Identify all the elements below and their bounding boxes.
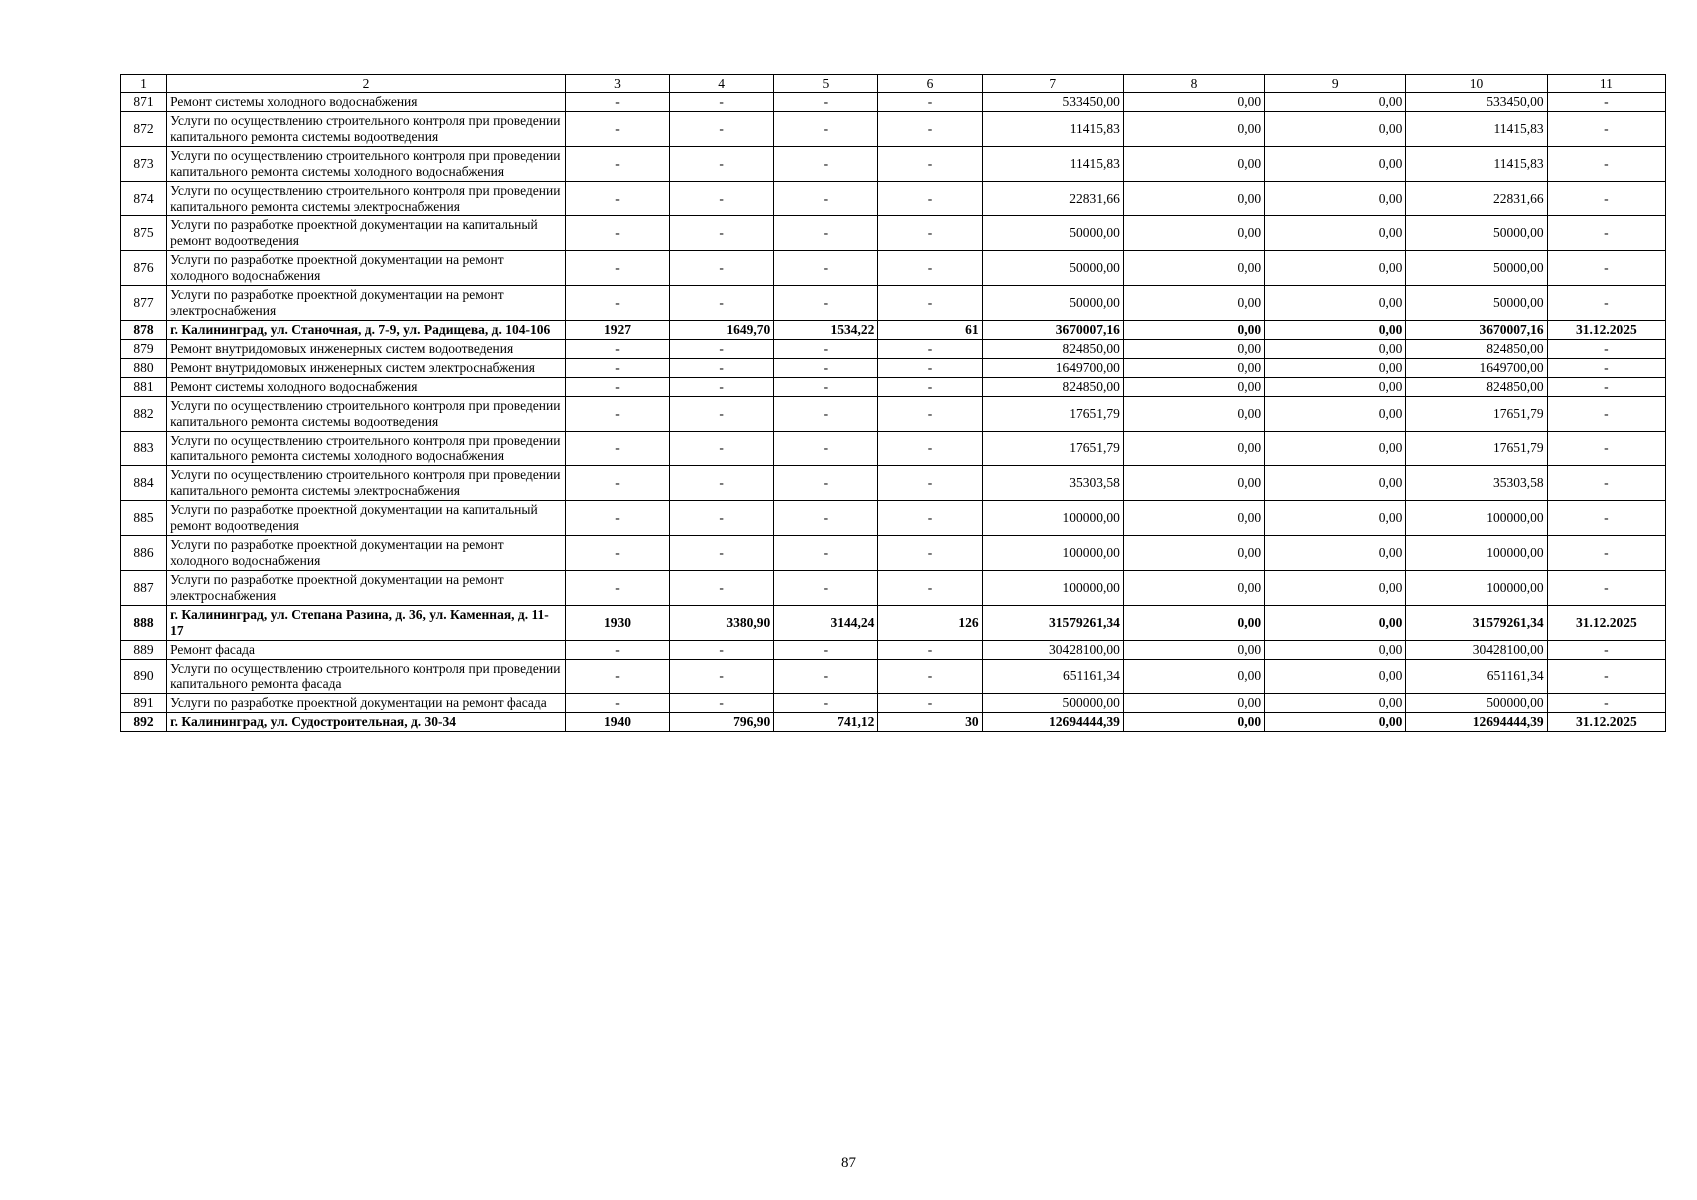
header-cell: 6 [878, 75, 982, 93]
table-row [121, 431, 1666, 466]
cell-col-9: 0,00 [1265, 640, 1406, 659]
cell-col-5: - [774, 694, 878, 713]
cell-col-8: 0,00 [1123, 286, 1264, 321]
header-cell: 5 [774, 75, 878, 93]
cell-col-10: 100000,00 [1406, 501, 1547, 536]
cell-col-8: 0,00 [1123, 501, 1264, 536]
cell-col-5: - [774, 93, 878, 112]
cell-col-9: 0,00 [1265, 320, 1406, 339]
cell-col-6: - [878, 339, 982, 358]
cell-col-4: 1649,70 [670, 320, 774, 339]
cell-col-4: - [670, 251, 774, 286]
cell-col-10: 30428100,00 [1406, 640, 1547, 659]
table-row [121, 339, 1666, 358]
table-row [121, 713, 1666, 732]
table-row [121, 181, 1666, 216]
cell-col-3: - [565, 181, 669, 216]
cell-col-6: - [878, 640, 982, 659]
cell-col-3: - [565, 216, 669, 251]
cell-col-11: 31.12.2025 [1547, 713, 1665, 732]
cell-col-11: - [1547, 286, 1665, 321]
cell-col-5: - [774, 396, 878, 431]
cell-col-8: 0,00 [1123, 358, 1264, 377]
cell-col-6: - [878, 570, 982, 605]
cell-col-3: - [565, 536, 669, 571]
cell-col-5: 741,12 [774, 713, 878, 732]
cell-col-4: - [670, 501, 774, 536]
cell-col-7: 11415,83 [982, 111, 1123, 146]
cell-col-6: - [878, 358, 982, 377]
cell-col-3: - [565, 286, 669, 321]
cell-col-4: 3380,90 [670, 605, 774, 640]
description-cell: Услуги по разработке проектной документации на ремонт фасада [167, 694, 566, 713]
description-cell: Услуги по разработке проектной документации на ремонт холодного водоснабжения [167, 251, 566, 286]
row-number-cell: 873 [121, 146, 167, 181]
table-row [121, 93, 1666, 112]
description-cell: Услуги по разработке проектной документации на капитальный ремонт водоотведения [167, 216, 566, 251]
row-number-cell: 875 [121, 216, 167, 251]
cell-col-5: - [774, 501, 878, 536]
cell-col-7: 30428100,00 [982, 640, 1123, 659]
cell-col-3: - [565, 111, 669, 146]
cell-col-6: - [878, 396, 982, 431]
header-cell: 2 [167, 75, 566, 93]
cell-col-4: - [670, 93, 774, 112]
cell-col-7: 11415,83 [982, 146, 1123, 181]
cell-col-5: - [774, 216, 878, 251]
cell-col-7: 100000,00 [982, 536, 1123, 571]
table-row [121, 396, 1666, 431]
cell-col-6: 126 [878, 605, 982, 640]
cell-col-6: - [878, 251, 982, 286]
cell-col-4: - [670, 466, 774, 501]
cell-col-4: - [670, 286, 774, 321]
header-row [121, 75, 1666, 93]
cell-col-5: - [774, 358, 878, 377]
description-cell: Услуги по осуществлению строительного контроля при проведении капитального ремонта фасада [167, 659, 566, 694]
cell-col-10: 11415,83 [1406, 111, 1547, 146]
cell-col-5: - [774, 181, 878, 216]
cell-col-7: 17651,79 [982, 396, 1123, 431]
description-cell: Услуги по осуществлению строительного контроля при проведении капитального ремонта системы водоотведения [167, 111, 566, 146]
cell-col-11: - [1547, 111, 1665, 146]
cell-col-6: - [878, 377, 982, 396]
cell-col-10: 100000,00 [1406, 536, 1547, 571]
table-row [121, 320, 1666, 339]
header-cell: 11 [1547, 75, 1665, 93]
cell-col-6: - [878, 93, 982, 112]
cell-col-8: 0,00 [1123, 570, 1264, 605]
row-number-cell: 890 [121, 659, 167, 694]
cell-col-10: 12694444,39 [1406, 713, 1547, 732]
description-cell: Услуги по разработке проектной документации на ремонт электроснабжения [167, 570, 566, 605]
cell-col-6: - [878, 286, 982, 321]
cell-col-4: 796,90 [670, 713, 774, 732]
cell-col-7: 500000,00 [982, 694, 1123, 713]
row-number-cell: 886 [121, 536, 167, 571]
cell-col-5: - [774, 286, 878, 321]
cell-col-9: 0,00 [1265, 466, 1406, 501]
cell-col-5: - [774, 339, 878, 358]
header-cell: 3 [565, 75, 669, 93]
row-number-cell: 874 [121, 181, 167, 216]
cell-col-3: 1930 [565, 605, 669, 640]
cell-col-10: 651161,34 [1406, 659, 1547, 694]
row-number-cell: 883 [121, 431, 167, 466]
cell-col-9: 0,00 [1265, 377, 1406, 396]
description-cell: Ремонт фасада [167, 640, 566, 659]
cell-col-3: 1940 [565, 713, 669, 732]
header-cell: 7 [982, 75, 1123, 93]
cell-col-10: 50000,00 [1406, 286, 1547, 321]
description-cell: Ремонт внутридомовых инженерных систем водоотведения [167, 339, 566, 358]
cell-col-7: 12694444,39 [982, 713, 1123, 732]
cell-col-10: 17651,79 [1406, 396, 1547, 431]
cell-col-5: - [774, 466, 878, 501]
description-cell: Услуги по разработке проектной документации на ремонт электроснабжения [167, 286, 566, 321]
cell-col-6: - [878, 111, 982, 146]
cell-col-11: - [1547, 93, 1665, 112]
cell-col-9: 0,00 [1265, 570, 1406, 605]
cell-col-6: - [878, 659, 982, 694]
cell-col-6: - [878, 694, 982, 713]
cell-col-4: - [670, 431, 774, 466]
cell-col-11: - [1547, 570, 1665, 605]
cell-col-8: 0,00 [1123, 396, 1264, 431]
cell-col-6: - [878, 216, 982, 251]
table-row [121, 659, 1666, 694]
row-number-cell: 889 [121, 640, 167, 659]
cell-col-5: - [774, 431, 878, 466]
cell-col-10: 1649700,00 [1406, 358, 1547, 377]
cell-col-5: - [774, 111, 878, 146]
cell-col-10: 22831,66 [1406, 181, 1547, 216]
cell-col-10: 50000,00 [1406, 251, 1547, 286]
description-cell: Услуги по осуществлению строительного контроля при проведении капитального ремонта системы холодного водоснабжения [167, 146, 566, 181]
header-cell: 1 [121, 75, 167, 93]
description-cell: Услуги по осуществлению строительного контроля при проведении капитального ремонта системы холодного водоснабжения [167, 431, 566, 466]
cell-col-3: - [565, 466, 669, 501]
cell-col-3: - [565, 501, 669, 536]
row-number-cell: 882 [121, 396, 167, 431]
cell-col-11: - [1547, 146, 1665, 181]
cell-col-4: - [670, 640, 774, 659]
table-row [121, 251, 1666, 286]
cell-col-4: - [670, 570, 774, 605]
cell-col-11: - [1547, 377, 1665, 396]
cell-col-8: 0,00 [1123, 251, 1264, 286]
table-row [121, 536, 1666, 571]
cell-col-9: 0,00 [1265, 358, 1406, 377]
table-row [121, 640, 1666, 659]
cell-col-9: 0,00 [1265, 216, 1406, 251]
description-cell: г. Калининград, ул. Степана Разина, д. 36, ул. Каменная, д. 11-17 [167, 605, 566, 640]
cell-col-8: 0,00 [1123, 466, 1264, 501]
header-cell: 10 [1406, 75, 1547, 93]
cell-col-3: - [565, 640, 669, 659]
cell-col-8: 0,00 [1123, 713, 1264, 732]
cell-col-4: - [670, 659, 774, 694]
cell-col-8: 0,00 [1123, 93, 1264, 112]
cell-col-9: 0,00 [1265, 713, 1406, 732]
cell-col-5: - [774, 659, 878, 694]
cell-col-4: - [670, 377, 774, 396]
cell-col-3: - [565, 694, 669, 713]
cell-col-4: - [670, 339, 774, 358]
table-row [121, 605, 1666, 640]
cell-col-9: 0,00 [1265, 181, 1406, 216]
cell-col-8: 0,00 [1123, 339, 1264, 358]
cell-col-11: - [1547, 536, 1665, 571]
description-cell: Услуги по осуществлению строительного контроля при проведении капитального ремонта системы электроснабжения [167, 181, 566, 216]
row-number-cell: 885 [121, 501, 167, 536]
cell-col-9: 0,00 [1265, 501, 1406, 536]
cell-col-8: 0,00 [1123, 431, 1264, 466]
table-row [121, 146, 1666, 181]
row-number-cell: 880 [121, 358, 167, 377]
cell-col-4: - [670, 694, 774, 713]
description-cell: Ремонт системы холодного водоснабжения [167, 93, 566, 112]
cell-col-11: 31.12.2025 [1547, 320, 1665, 339]
cell-col-4: - [670, 146, 774, 181]
works-table [120, 74, 1666, 732]
description-cell: Ремонт системы холодного водоснабжения [167, 377, 566, 396]
cell-col-7: 100000,00 [982, 570, 1123, 605]
header-cell: 4 [670, 75, 774, 93]
cell-col-7: 1649700,00 [982, 358, 1123, 377]
cell-col-4: - [670, 396, 774, 431]
cell-col-9: 0,00 [1265, 339, 1406, 358]
cell-col-7: 50000,00 [982, 286, 1123, 321]
cell-col-4: - [670, 216, 774, 251]
cell-col-8: 0,00 [1123, 694, 1264, 713]
description-cell: Услуги по осуществлению строительного контроля при проведении капитального ремонта системы электроснабжения [167, 466, 566, 501]
description-cell: г. Калининград, ул. Станочная, д. 7-9, ул. Радищева, д. 104-106 [167, 320, 566, 339]
cell-col-3: - [565, 251, 669, 286]
cell-col-4: - [670, 358, 774, 377]
cell-col-4: - [670, 181, 774, 216]
cell-col-9: 0,00 [1265, 146, 1406, 181]
cell-col-6: 61 [878, 320, 982, 339]
page-number: 87 [841, 1155, 856, 1171]
description-cell: Услуги по осуществлению строительного контроля при проведении капитального ремонта системы водоотведения [167, 396, 566, 431]
cell-col-3: - [565, 570, 669, 605]
cell-col-10: 31579261,34 [1406, 605, 1547, 640]
cell-col-6: - [878, 146, 982, 181]
cell-col-11: - [1547, 251, 1665, 286]
cell-col-8: 0,00 [1123, 320, 1264, 339]
cell-col-9: 0,00 [1265, 605, 1406, 640]
cell-col-5: - [774, 640, 878, 659]
cell-col-8: 0,00 [1123, 640, 1264, 659]
cell-col-6: - [878, 501, 982, 536]
row-number-cell: 876 [121, 251, 167, 286]
cell-col-6: - [878, 431, 982, 466]
cell-col-10: 35303,58 [1406, 466, 1547, 501]
cell-col-6: - [878, 536, 982, 571]
table-row [121, 501, 1666, 536]
table-row [121, 358, 1666, 377]
table-row [121, 377, 1666, 396]
cell-col-7: 824850,00 [982, 377, 1123, 396]
table-row [121, 570, 1666, 605]
cell-col-9: 0,00 [1265, 111, 1406, 146]
cell-col-8: 0,00 [1123, 216, 1264, 251]
row-number-cell: 881 [121, 377, 167, 396]
cell-col-8: 0,00 [1123, 181, 1264, 216]
cell-col-7: 50000,00 [982, 251, 1123, 286]
description-cell: Услуги по разработке проектной документации на капитальный ремонт водоотведения [167, 501, 566, 536]
cell-col-11: 31.12.2025 [1547, 605, 1665, 640]
row-number-cell: 891 [121, 694, 167, 713]
cell-col-10: 100000,00 [1406, 570, 1547, 605]
table-row [121, 466, 1666, 501]
cell-col-3: 1927 [565, 320, 669, 339]
cell-col-5: - [774, 570, 878, 605]
description-cell: Услуги по разработке проектной документации на ремонт холодного водоснабжения [167, 536, 566, 571]
cell-col-10: 11415,83 [1406, 146, 1547, 181]
cell-col-7: 31579261,34 [982, 605, 1123, 640]
row-number-cell: 872 [121, 111, 167, 146]
cell-col-11: - [1547, 694, 1665, 713]
cell-col-7: 22831,66 [982, 181, 1123, 216]
cell-col-10: 17651,79 [1406, 431, 1547, 466]
cell-col-11: - [1547, 339, 1665, 358]
row-number-cell: 877 [121, 286, 167, 321]
cell-col-3: - [565, 431, 669, 466]
cell-col-9: 0,00 [1265, 93, 1406, 112]
cell-col-11: - [1547, 431, 1665, 466]
cell-col-5: - [774, 536, 878, 571]
cell-col-10: 3670007,16 [1406, 320, 1547, 339]
description-cell: г. Калининград, ул. Судостроительная, д. 30-34 [167, 713, 566, 732]
description-cell: Ремонт внутридомовых инженерных систем электроснабжения [167, 358, 566, 377]
cell-col-11: - [1547, 640, 1665, 659]
cell-col-5: - [774, 377, 878, 396]
cell-col-7: 3670007,16 [982, 320, 1123, 339]
cell-col-9: 0,00 [1265, 536, 1406, 571]
cell-col-10: 824850,00 [1406, 339, 1547, 358]
cell-col-10: 824850,00 [1406, 377, 1547, 396]
cell-col-4: - [670, 111, 774, 146]
cell-col-5: - [774, 251, 878, 286]
row-number-cell: 879 [121, 339, 167, 358]
cell-col-3: - [565, 377, 669, 396]
cell-col-8: 0,00 [1123, 111, 1264, 146]
cell-col-3: - [565, 146, 669, 181]
cell-col-8: 0,00 [1123, 605, 1264, 640]
cell-col-3: - [565, 93, 669, 112]
cell-col-5: - [774, 146, 878, 181]
cell-col-9: 0,00 [1265, 286, 1406, 321]
cell-col-9: 0,00 [1265, 694, 1406, 713]
cell-col-11: - [1547, 358, 1665, 377]
header-cell: 9 [1265, 75, 1406, 93]
cell-col-7: 100000,00 [982, 501, 1123, 536]
cell-col-10: 50000,00 [1406, 216, 1547, 251]
cell-col-11: - [1547, 501, 1665, 536]
cell-col-9: 0,00 [1265, 251, 1406, 286]
cell-col-7: 533450,00 [982, 93, 1123, 112]
table-row [121, 111, 1666, 146]
cell-col-6: - [878, 466, 982, 501]
cell-col-7: 50000,00 [982, 216, 1123, 251]
row-number-cell: 871 [121, 93, 167, 112]
cell-col-3: - [565, 396, 669, 431]
cell-col-3: - [565, 339, 669, 358]
cell-col-8: 0,00 [1123, 659, 1264, 694]
cell-col-8: 0,00 [1123, 377, 1264, 396]
table-row [121, 694, 1666, 713]
cell-col-10: 533450,00 [1406, 93, 1547, 112]
cell-col-11: - [1547, 396, 1665, 431]
row-number-cell: 892 [121, 713, 167, 732]
cell-col-7: 651161,34 [982, 659, 1123, 694]
table-row [121, 216, 1666, 251]
cell-col-7: 17651,79 [982, 431, 1123, 466]
cell-col-9: 0,00 [1265, 396, 1406, 431]
cell-col-9: 0,00 [1265, 431, 1406, 466]
header-cell: 8 [1123, 75, 1264, 93]
cell-col-5: 1534,22 [774, 320, 878, 339]
cell-col-8: 0,00 [1123, 536, 1264, 571]
row-number-cell: 884 [121, 466, 167, 501]
cell-col-7: 824850,00 [982, 339, 1123, 358]
cell-col-8: 0,00 [1123, 146, 1264, 181]
cell-col-4: - [670, 536, 774, 571]
cell-col-3: - [565, 358, 669, 377]
cell-col-6: 30 [878, 713, 982, 732]
cell-col-11: - [1547, 216, 1665, 251]
row-number-cell: 888 [121, 605, 167, 640]
cell-col-11: - [1547, 466, 1665, 501]
cell-col-10: 500000,00 [1406, 694, 1547, 713]
cell-col-3: - [565, 659, 669, 694]
cell-col-5: 3144,24 [774, 605, 878, 640]
cell-col-9: 0,00 [1265, 659, 1406, 694]
cell-col-7: 35303,58 [982, 466, 1123, 501]
row-number-cell: 878 [121, 320, 167, 339]
cell-col-11: - [1547, 181, 1665, 216]
cell-col-6: - [878, 181, 982, 216]
cell-col-11: - [1547, 659, 1665, 694]
table-row [121, 286, 1666, 321]
row-number-cell: 887 [121, 570, 167, 605]
